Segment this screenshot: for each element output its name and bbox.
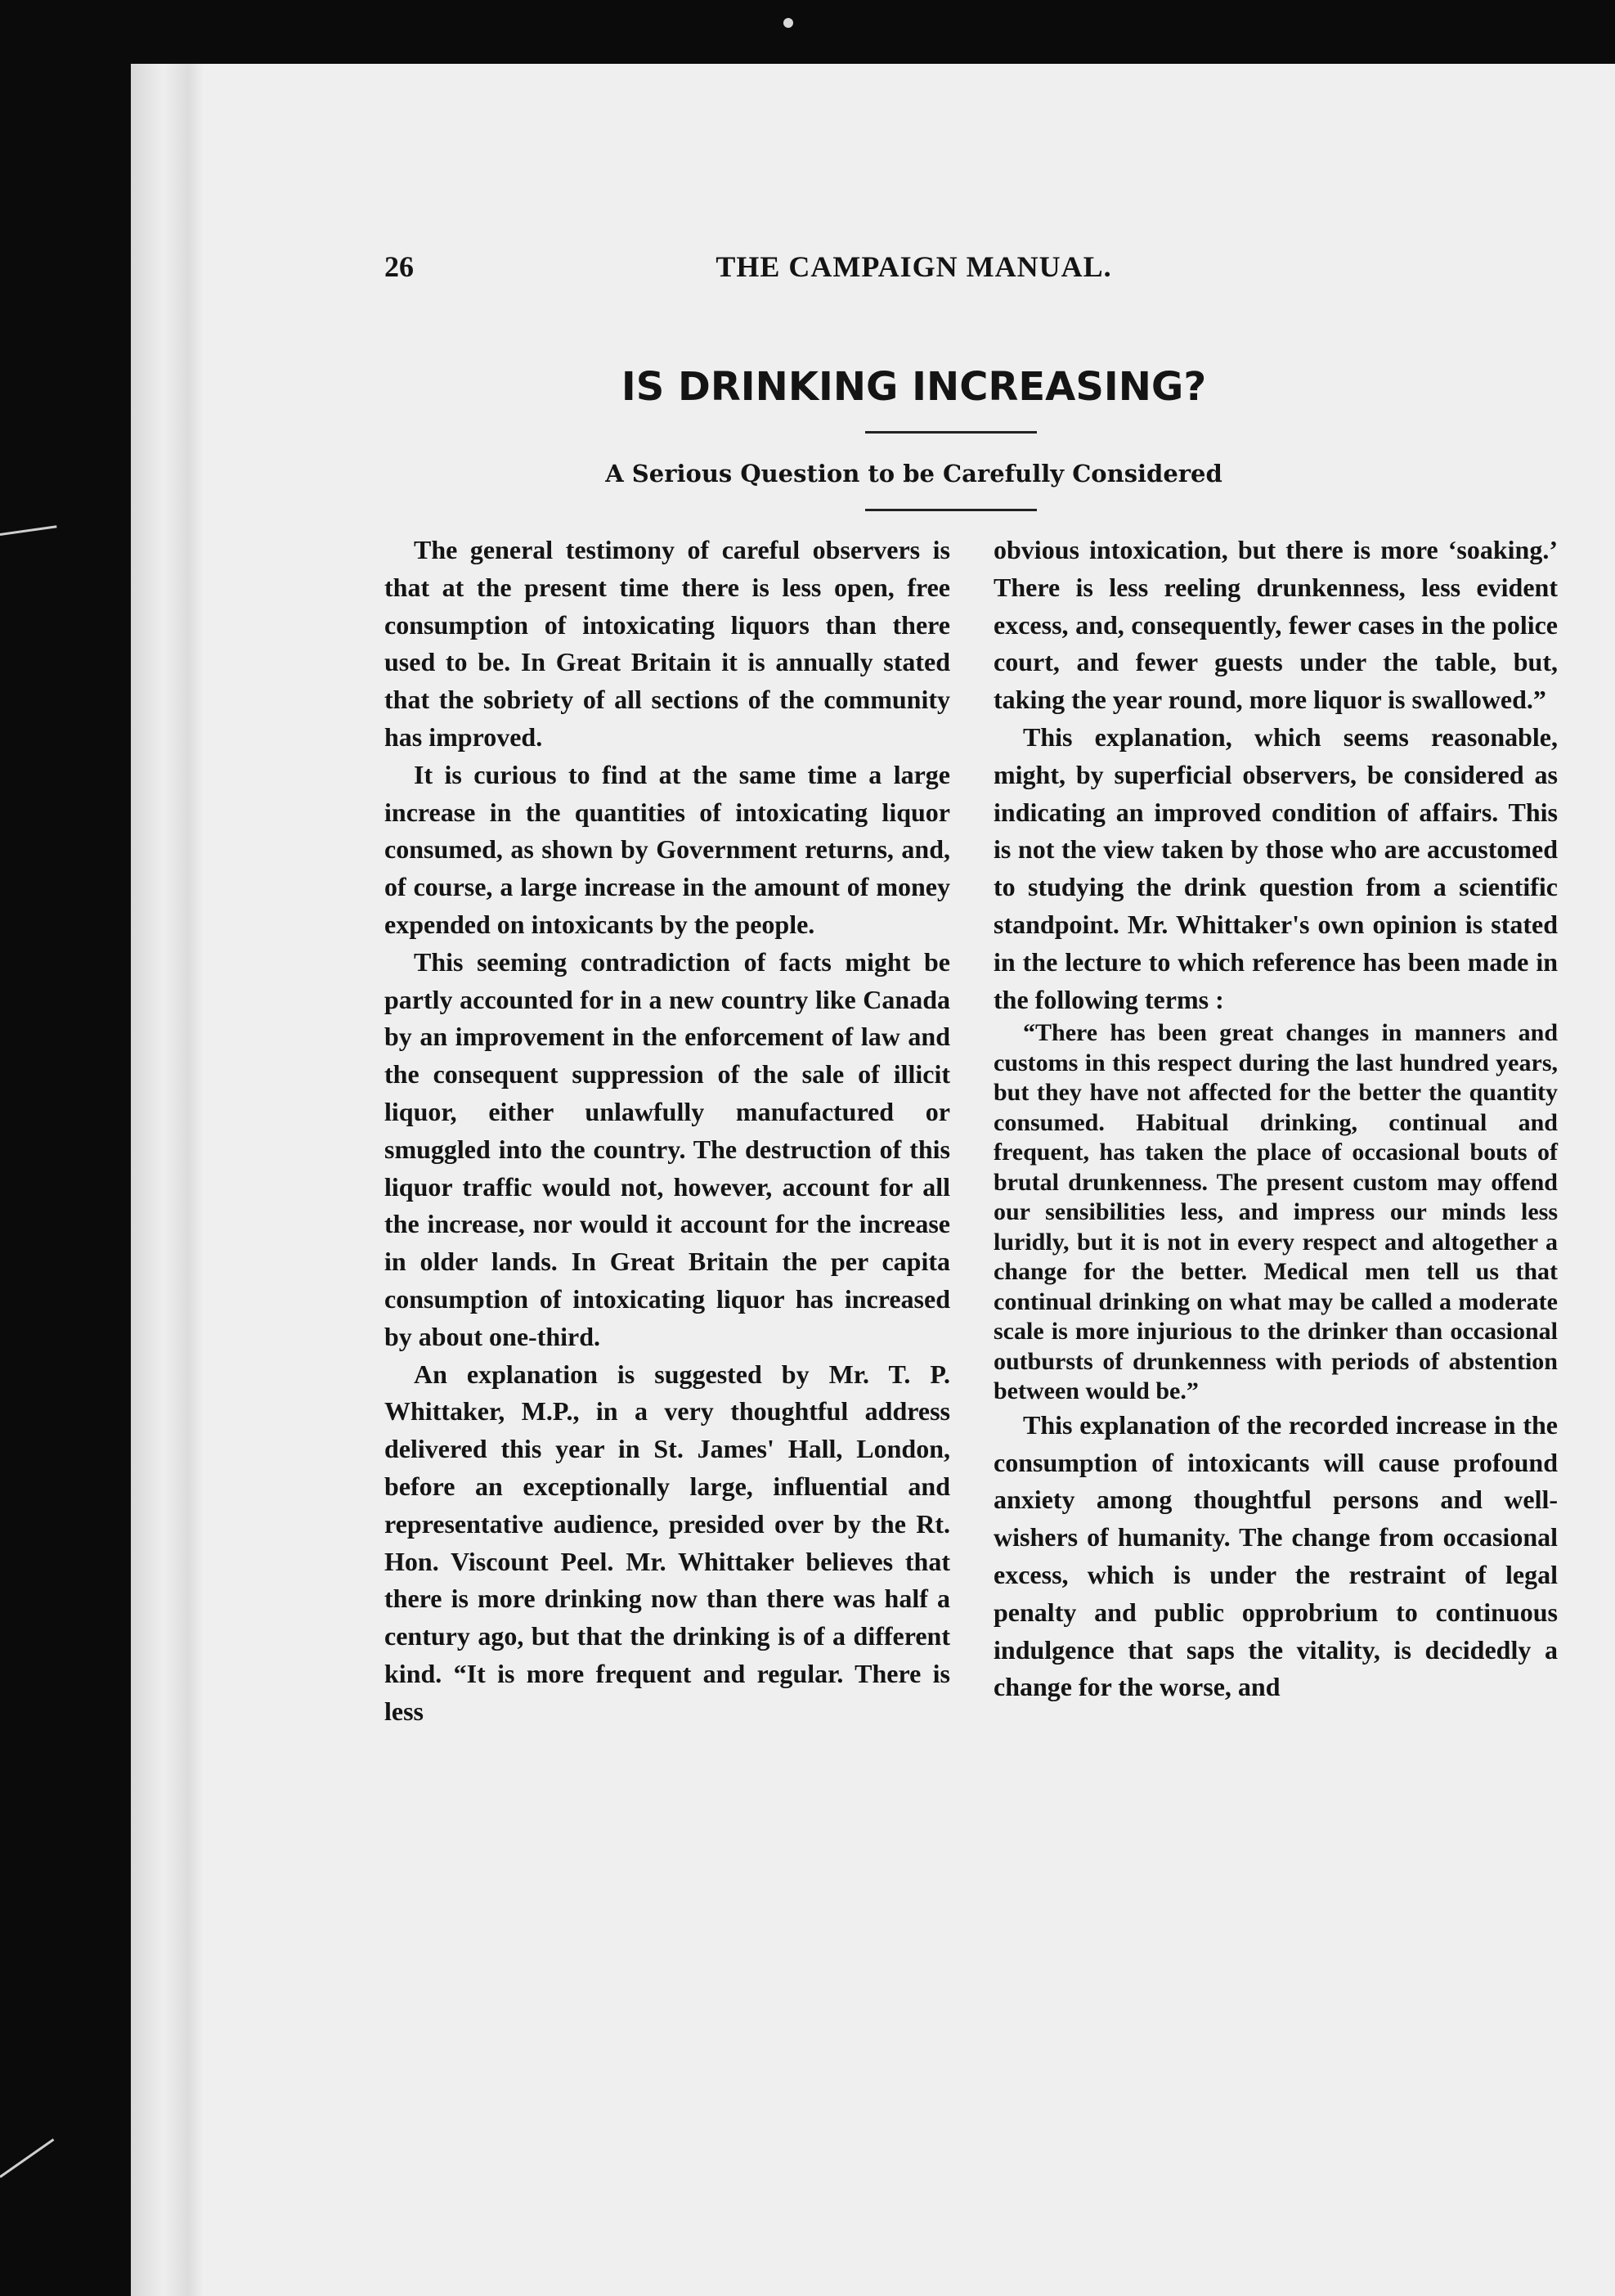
paragraph-continuation: obvious intoxication, but there is more ‘soaking.’ There is less reeling drunkenness, less evident excess, and, consequently, fewer cases in the police court, and fewer guests under the table, but, taking the year round, more liquor is swallowed.”	[994, 535, 1558, 715]
paragraph: The general testimony of careful observers is that at the present time there is less open, free consumption of intoxicating liquors than there used to be. In Great Britain it is annually stated that the sobriety of all sections of the community has improved.	[384, 535, 950, 752]
book-page	[204, 70, 1615, 2296]
running-head	[384, 249, 1443, 290]
paragraph: This seeming contradiction of facts might be partly accounted for in a new country like Canada by an improvement in the enforcement of law and the consequent suppression of the sale of illicit liquor, either unlawfully manufactured or smuggled into the country. The destruction of this liquor traffic would not, however, account for all the increase, nor would it account for the increase in older lands. In Great Britain the per capita consumption of intoxicating liquor has increased by about one-third.	[384, 946, 950, 1351]
subheadline-rule	[865, 509, 1037, 511]
running-title: THE CAMPAIGN MANUAL.	[716, 250, 1112, 283]
paragraph: This explanation of the recorded increase in the consumption of intoxicants will cause profound anxiety among thoughtful persons and well-wishers of humanity. The change from occasional excess, which is under the restraint of legal penalty and public opprobrium to continuous indulgence that saps the vitality, is decidedly a change for the worse, and	[994, 1409, 1558, 1702]
article-subheadline: A Serious Question to be Carefully Considered	[605, 460, 1222, 488]
scan-speck	[783, 18, 793, 28]
right-column	[994, 532, 1558, 1706]
paragraph: An explanation is suggested by Mr. T. P. Whittaker, M.P., in a very thoughtful address delivered this year in St. James' Hall, London, before an exceptionally large, influential and representative audience, presided over by the Rt. Hon. Viscount Peel. Mr. Whittaker believes that there is more drinking now than there was half a century ago, but that the drinking is of a different kind. “It is more frequent and regular. There is less	[384, 1359, 950, 1726]
block-quote: “There has been great changes in manners and customs in this respect during the last hundred years, but they have not affected for the better the quantity consumed. Habitual drinking, continual and frequent, has taken the place of occasional bouts of brutal drunkenness. The present custom may offend our sensibilities less, and impress our minds less luridly, but it is not in every respect and altogether a change for the better. Medical men tell us that continual drinking on what may be called a moderate scale is more injurious to the drinker than occasional outbursts of drunkenness with periods of abstention between would be.”	[994, 1019, 1558, 1405]
headline-rule	[865, 431, 1037, 434]
paragraph: This explanation, which seems reasonable, might, by superficial observers, be considered as indicating an improved condition of affairs. This is not the view taken by those who are accustomed to studying the drink question from a scientific standpoint. Mr. Whittaker's own opinion is stated in the lecture to which reference has been made in the following terms :	[994, 721, 1558, 1014]
page-number: 26	[384, 250, 414, 283]
paragraph: It is curious to find at the same time a large increase in the quantities of intoxicating liquor consumed, as shown by Government returns, and, of course, a large increase in the amount of money expended on intoxicants by the people.	[384, 759, 950, 939]
scan-scratch	[0, 2138, 54, 2177]
scan-scratch	[0, 525, 57, 536]
left-column	[384, 532, 950, 1731]
article-headline: IS DRINKING INCREASING?	[621, 364, 1207, 410]
